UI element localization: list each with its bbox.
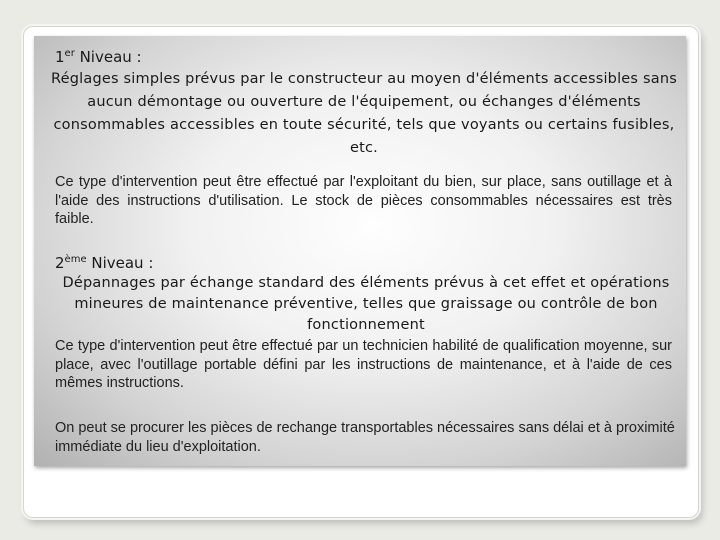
level1-ordinal-suffix: er bbox=[64, 48, 75, 59]
level1-ordinal: 1 bbox=[55, 48, 65, 66]
level2-note: Ce type d'intervention peut être effectué par un technicien habilité de qualification moyenne, sur place, avec l'outillage portable défini par les instructions de maintenance, et à l'aide de ces mêmes instructions. bbox=[55, 338, 672, 391]
level2-title: Niveau : bbox=[86, 254, 154, 272]
level1-description: Réglages simples prévus par le constructeur au moyen d'éléments accessibles sans aucun démontage ou ouverture de l'équipement, ou échanges d'éléments consommables accessibles en toute sécurité, tels que voyants ou certains fusibles, etc. bbox=[51, 71, 677, 156]
level2-description: Dépannages par échange standard des éléments prévus à cet effet et opérations mineures de maintenance préventive, telles que graissage ou contrôle de bon fonctionnement bbox=[62, 275, 670, 333]
level2-ordinal-suffix: ème bbox=[64, 254, 87, 265]
level2-ordinal: 2 bbox=[55, 254, 65, 272]
level2-heading bbox=[55, 254, 153, 272]
level2-note2: On peut se procurer les pièces de rechange transportables nécessaires sans délai et à proximité immédiate du lieu d'exploitation. bbox=[55, 420, 675, 455]
level1-note: Ce type d'intervention peut être effectué par l'exploitant du bien, sur place, sans outillage et à l'aide des instructions d'utilisation. Le stock de pièces consommables nécessaires est très faible. bbox=[55, 174, 672, 227]
level1-heading bbox=[55, 48, 142, 66]
level1-title: Niveau : bbox=[74, 48, 142, 66]
